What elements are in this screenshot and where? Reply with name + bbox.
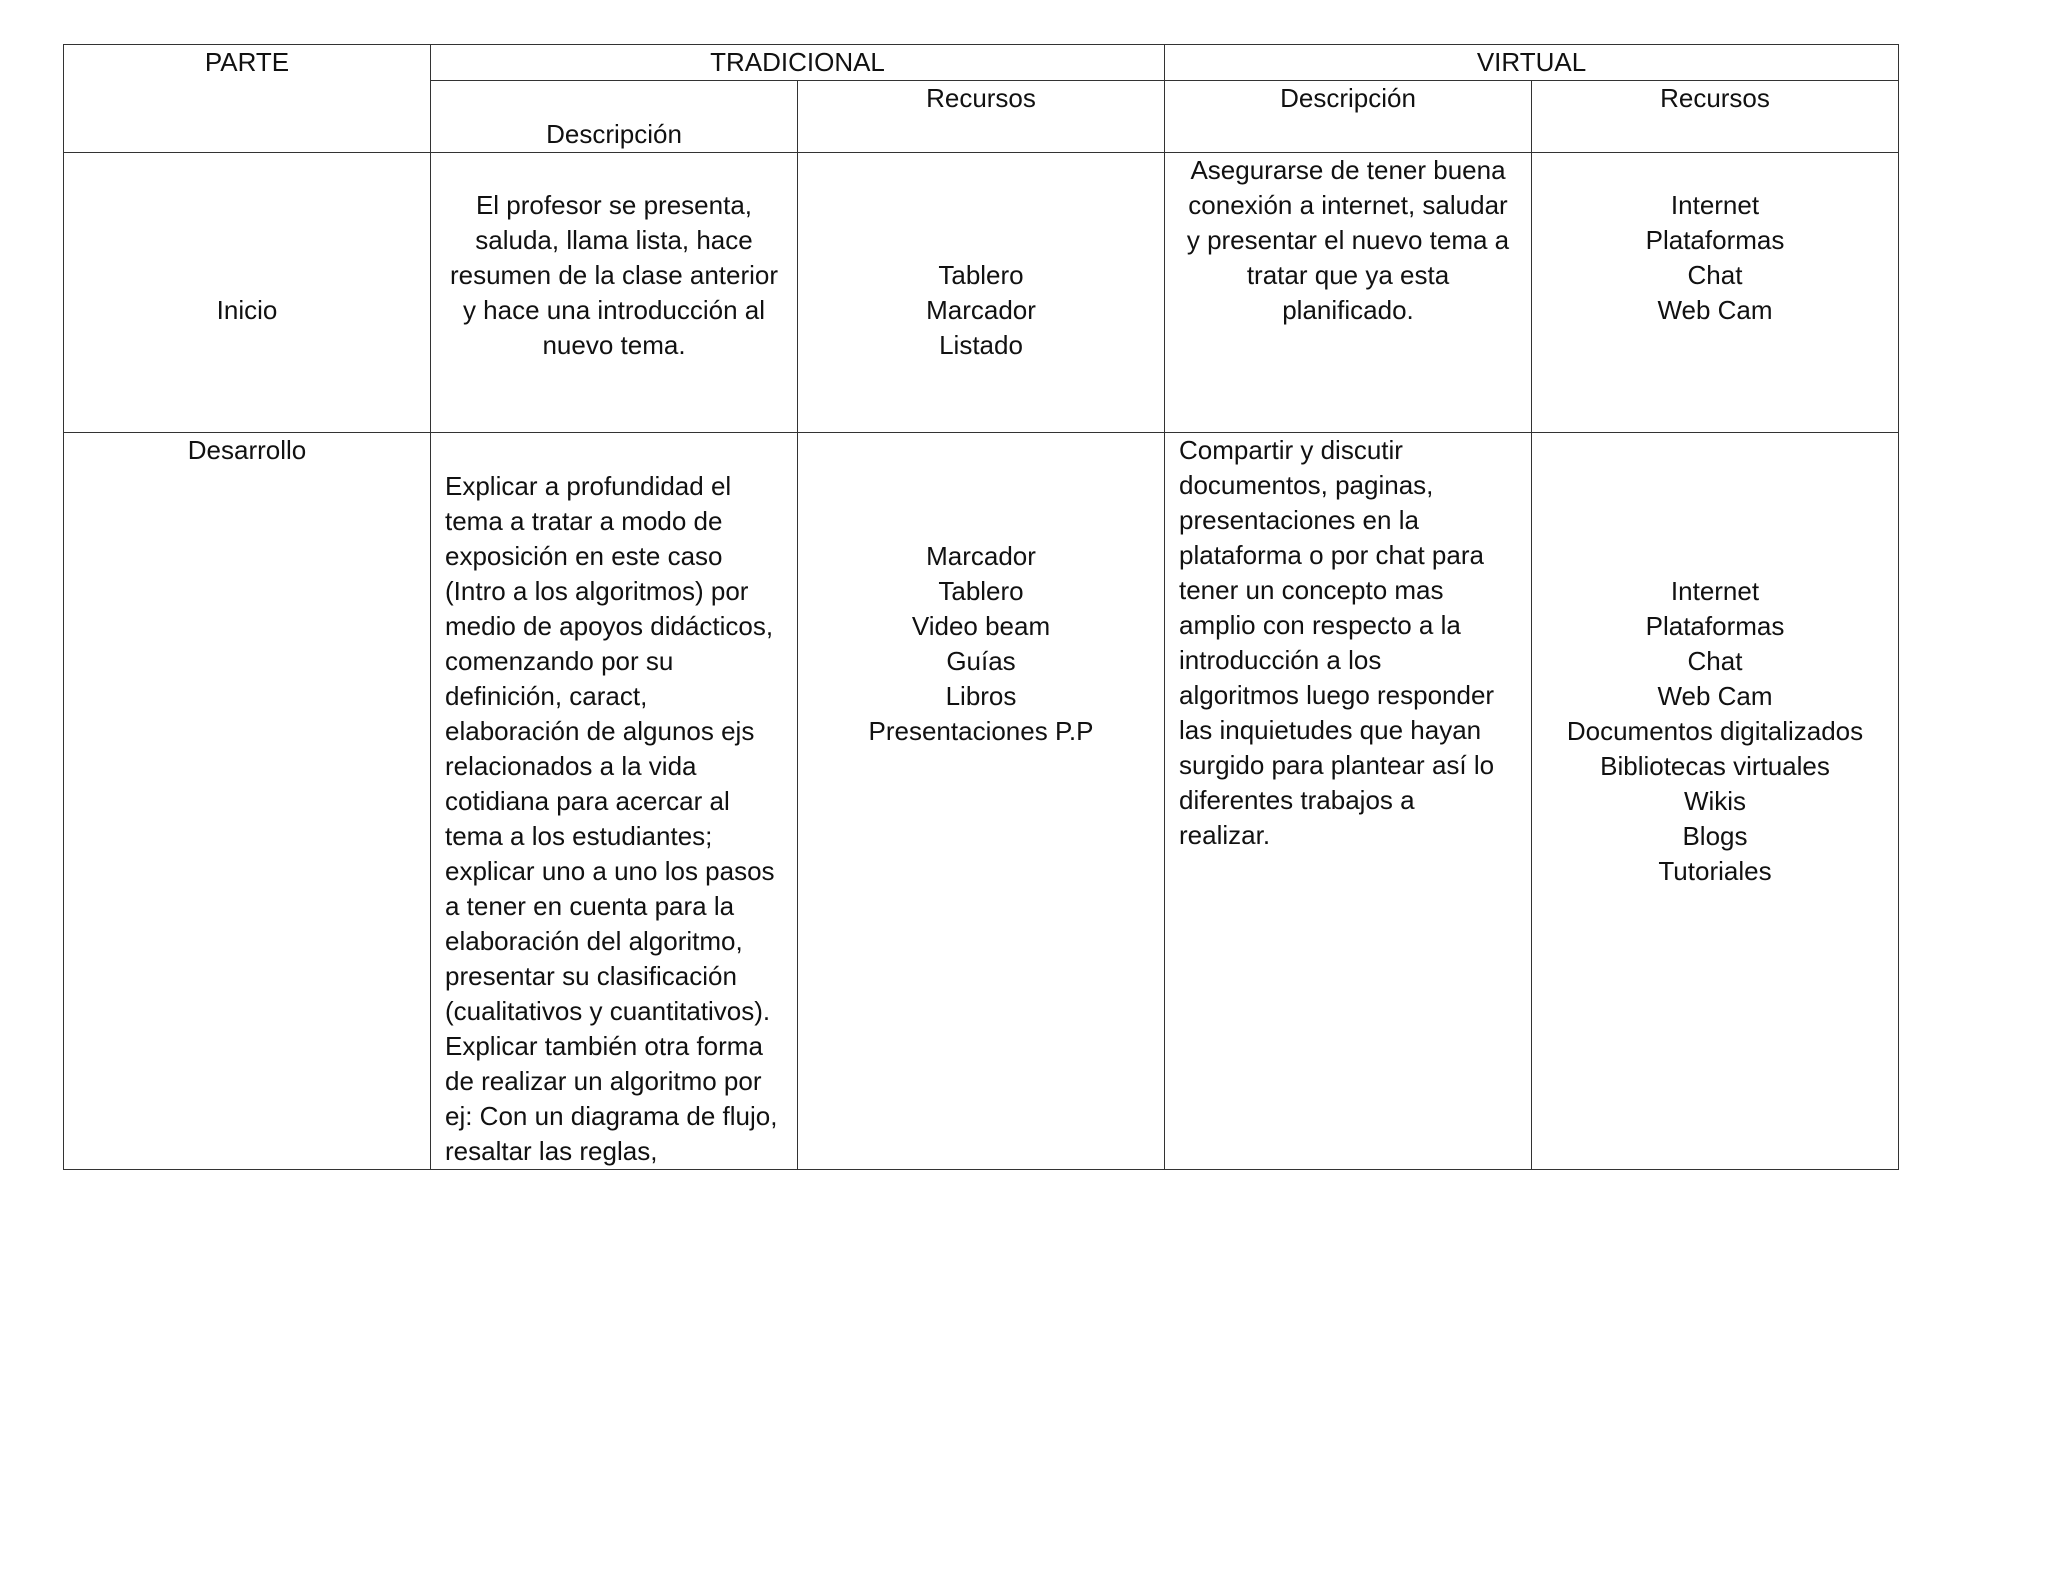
cell-line: Listado	[939, 330, 1023, 360]
header-trad-recursos: Recursos	[798, 81, 1165, 153]
header-virt-descripcion: Descripción	[1165, 81, 1532, 153]
cell-line: Internet	[1670, 576, 1760, 606]
cell-line: Video beam	[911, 611, 1051, 641]
cell-line: resaltar las reglas,	[445, 1136, 658, 1166]
header-virt-recursos: Recursos	[1532, 81, 1899, 153]
cell-line: Tablero	[938, 260, 1024, 290]
header-parte: PARTE	[64, 45, 431, 153]
cell-line: Bibliotecas virtuales	[1600, 751, 1830, 781]
cell-line: Asegurarse de tener buena	[1190, 155, 1506, 185]
cell-line: Blogs	[1682, 821, 1748, 851]
cell-line: Tablero	[938, 576, 1024, 606]
cell-line: ej: Con un diagrama de flujo,	[445, 1101, 778, 1131]
cell-line: y hace una introducción al	[462, 295, 766, 325]
cell-line: planificado.	[1282, 295, 1414, 325]
cell-line: tener un concepto mas	[1179, 575, 1444, 605]
cell-line: Presentaciones P.P	[868, 716, 1094, 746]
cell-line: elaboración de algunos ejs	[445, 716, 755, 746]
cell-line: las inquietudes que hayan	[1179, 715, 1482, 745]
cell-line: Plataformas	[1645, 225, 1785, 255]
header-virtual: VIRTUAL	[1165, 45, 1899, 81]
cell-line: definición, caract,	[445, 681, 648, 711]
header-tradicional: TRADICIONAL	[431, 45, 1165, 81]
cell-line: Libros	[945, 681, 1017, 711]
parte-desarrollo: Desarrollo	[64, 433, 431, 1170]
cell-line: El profesor se presenta,	[475, 190, 753, 220]
header-trad-descripcion: Descripción	[431, 81, 798, 153]
cell-line: Marcador	[926, 541, 1036, 571]
cell-line: plataforma o por chat para	[1179, 540, 1484, 570]
cell-line: diferentes trabajos a	[1179, 785, 1415, 815]
cell-line: Guías	[946, 646, 1016, 676]
cell-line: algoritmos luego responder	[1179, 680, 1495, 710]
cell-line: y presentar el nuevo tema a	[1186, 225, 1510, 255]
cell-line: Internet	[1670, 190, 1760, 220]
cell-line: elaboración del algoritmo,	[445, 926, 743, 956]
cell-line: exposición en este caso	[445, 541, 723, 571]
desarrollo-trad-recursos	[798, 433, 1165, 1170]
inicio-trad-recursos	[798, 153, 1165, 433]
cell-line: relacionados a la vida	[445, 751, 697, 781]
cell-line: (Intro a los algoritmos) por	[445, 576, 749, 606]
cell-line: de realizar un algoritmo por	[445, 1066, 762, 1096]
lesson-plan-table	[63, 44, 1899, 1170]
desarrollo-virt-recursos	[1532, 433, 1899, 1170]
cell-line: (cualitativos y cuantitativos).	[445, 996, 771, 1026]
cell-line: presentar su clasificación	[445, 961, 737, 991]
cell-line: explicar uno a uno los pasos	[445, 856, 775, 886]
cell-line: Chat	[1687, 260, 1743, 290]
cell-line: resumen de la clase anterior	[449, 260, 779, 290]
cell-line: Marcador	[926, 295, 1036, 325]
cell-line: tema a tratar a modo de	[445, 506, 723, 536]
cell-line: Web Cam	[1657, 295, 1773, 325]
cell-line: introducción a los	[1179, 645, 1382, 675]
desarrollo-virt-descripcion	[1165, 433, 1532, 1170]
cell-line: Tutoriales	[1658, 856, 1772, 886]
cell-line: tratar que ya esta	[1246, 260, 1450, 290]
cell-line: Wikis	[1683, 786, 1747, 816]
desarrollo-trad-descripcion	[431, 433, 798, 1170]
cell-line: comenzando por su	[445, 646, 674, 676]
cell-line: documentos, paginas,	[1179, 470, 1434, 500]
cell-line: tema a los estudiantes;	[445, 821, 713, 851]
cell-line: Compartir y discutir	[1179, 435, 1403, 465]
cell-line: Documentos digitalizados	[1566, 716, 1864, 746]
cell-line: Explicar también otra forma	[445, 1031, 763, 1061]
inicio-trad-descripcion	[431, 153, 798, 433]
cell-line: conexión a internet, saludar	[1188, 190, 1508, 220]
parte-inicio: Inicio	[64, 153, 431, 433]
cell-line: Chat	[1687, 646, 1743, 676]
row-inicio	[64, 153, 1899, 433]
cell-line: Explicar a profundidad el	[445, 471, 732, 501]
cell-line: nuevo tema.	[542, 330, 686, 360]
row-desarrollo	[64, 433, 1899, 1170]
header-row-1	[64, 45, 1899, 81]
cell-line: Web Cam	[1657, 681, 1773, 711]
cell-line: realizar.	[1179, 820, 1271, 850]
cell-line: Plataformas	[1645, 611, 1785, 641]
cell-line: saluda, llama lista, hace	[475, 225, 753, 255]
cell-line: cotidiana para acercar al	[445, 786, 730, 816]
cell-line: presentaciones en la	[1179, 505, 1419, 535]
cell-line: surgido para plantear así lo	[1179, 750, 1495, 780]
inicio-virt-descripcion	[1165, 153, 1532, 433]
cell-line: amplio con respecto a la	[1179, 610, 1461, 640]
cell-line: a tener en cuenta para la	[445, 891, 735, 921]
inicio-virt-recursos	[1532, 153, 1899, 433]
cell-line: medio de apoyos didácticos,	[445, 611, 774, 641]
